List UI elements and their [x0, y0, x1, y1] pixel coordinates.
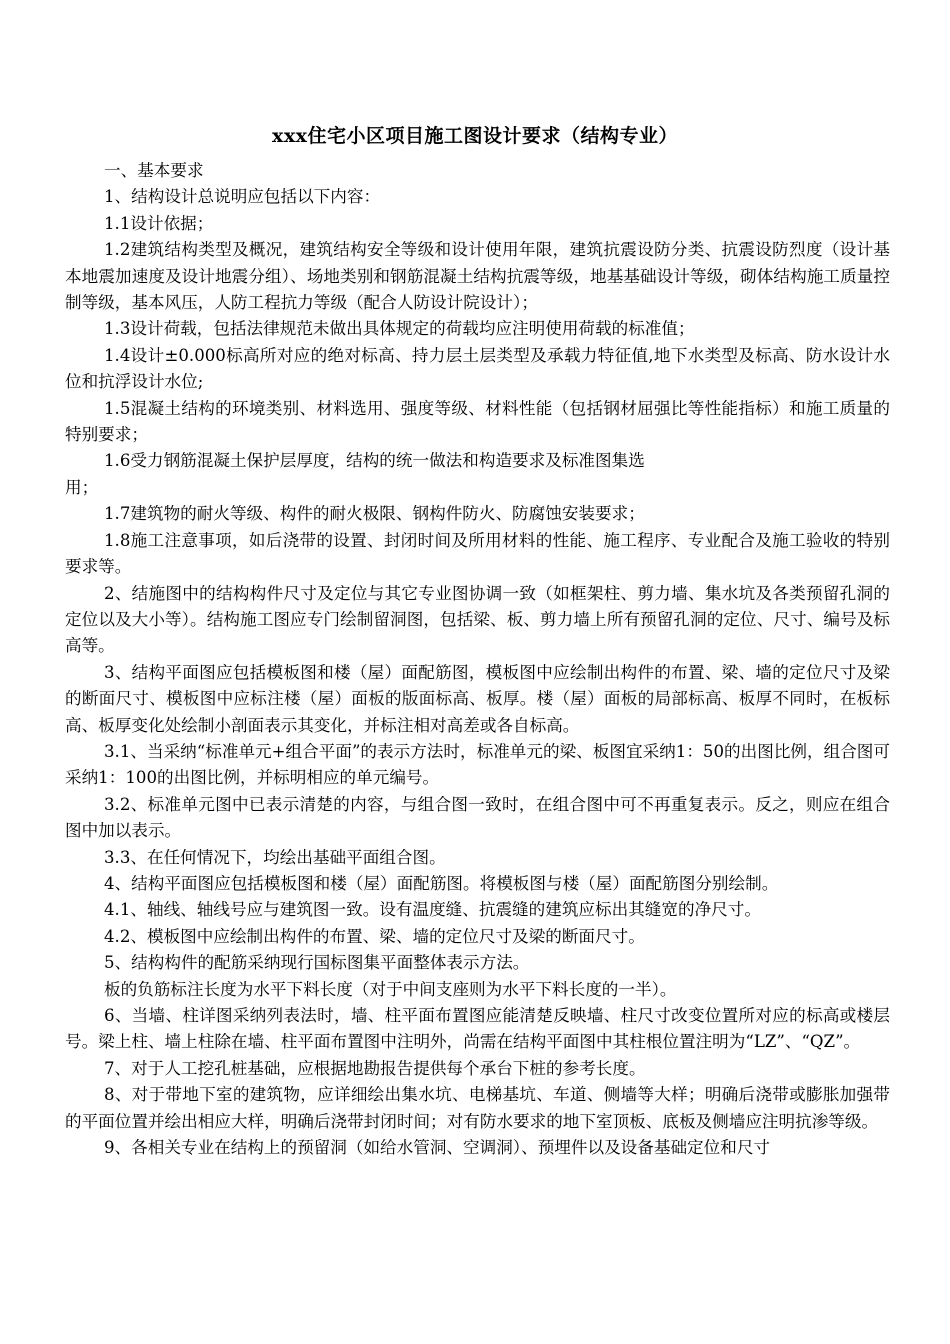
paragraph: 6、当墙、柱详图采纳列表法时，墙、柱平面布置图应能清楚反映墙、柱尺寸改变位置所对应的标高或楼层号。梁上柱、墙上柱除在墙、柱平面布置图中注明外，尚需在结构平面图中其柱根位置注明为“LZ”、“QZ”。	[65, 1006, 890, 1052]
paragraph: 9、各相关专业在结构上的预留洞（如给水管洞、空调洞）、预埋件以及设备基础定位和尺寸	[104, 1138, 771, 1158]
paragraph: 1、结构设计总说明应包括以下内容：	[104, 187, 381, 207]
paragraph: 3.3、在任何情况下，均绘出基础平面组合图。	[104, 847, 446, 867]
paragraph: 3.2、标准单元图中已表示清楚的内容，与组合图一致时，在组合图中可不再重复表示。反之，则应在组合图中加以表示。	[65, 794, 890, 841]
paragraph: 7、对于人工挖孔桩基础，应根据地勘报告提供每个承台下桩的参考长度。	[104, 1058, 646, 1078]
paragraph: 1.3设计荷载，包括法律规范未做出具体规定的荷载均应注明使用荷载的标准值；	[104, 319, 695, 339]
paragraph: 2、结施图中的结构构件尺寸及定位与其它专业图协调一致（如框架柱、剪力墙、集水坑及各类预留孔洞的定位以及大小等）。结构施工图应专门绘制留洞图，包括梁、板、剪力墙上所有预留孔洞的定位、尺寸、编号及标高等。	[65, 583, 890, 656]
paragraph: 1.7建筑物的耐火等级、构件的耐火极限、钢构件防火、防腐蚀安装要求；	[104, 504, 645, 524]
paragraph: 1.1设计依据；	[104, 213, 214, 233]
paragraph: 3、结构平面图应包括模板图和楼（屋）面配筋图，模板图中应绘制出构件的布置、梁、墙的定位尺寸及梁的断面尺寸、模板图中应标注楼（屋）面板的版面标高、板厚。楼（屋）面板的局部标高、板厚不同时，在板标高、板厚变化处绘制小剖面表示其变化，并标注相对高差或各自标高。	[65, 662, 890, 735]
paragraph: 5、结构构件的配筋采纳现行国标图集平面整体表示方法。	[104, 953, 530, 973]
paragraph: 4.1、轴线、轴线号应与建筑图一致。设有温度缝、抗震缝的建筑应标出其缝宽的净尺寸。	[104, 900, 761, 920]
paragraph: 1.8施工注意事项，如后浇带的设置、封闭时间及所用材料的性能、施工程序、专业配合及施工验收的特别要求等。	[65, 530, 890, 577]
paragraph: 3.1、当采纳“标准单元+组合平面”的表示方法时，标准单元的梁、板图宜采纳1：50的出图比例，组合图可采纳1：100的出图比例，并标明相应的单元编号。	[65, 741, 890, 788]
paragraph: 1.6受力钢筋混凝土保护层厚度，结构的统一做法和构造要求及标准图集选	[104, 451, 645, 471]
paragraph: 4.2、模板图中应绘制出构件的布置、梁、墙的定位尺寸及梁的断面尺寸。	[104, 926, 645, 946]
paragraph: 1.2建筑结构类型及概况，建筑结构安全等级和设计使用年限，建筑抗震设防分类、抗震设防烈度（设计基本地震加速度及设计地震分组）、场地类别和钢筋混凝土结构抗震等级，地基基础设计等级，砌体结构施工质量控制等级，基本风压，人防工程抗力等级（配合人防设计院设计）；	[65, 240, 890, 313]
paragraph: 1.5混凝土结构的环境类别、材料选用、强度等级、材料性能（包括钢材屈强比等性能指标）和施工质量的特别要求；	[65, 398, 890, 445]
paragraph: 4、结构平面图应包括模板图和楼（屋）面配筋图。将模板图与楼（屋）面配筋图分别绘制。	[104, 873, 779, 893]
paragraph: 一、基本要求	[104, 161, 204, 180]
paragraph: 8、对于带地下室的建筑物，应详细绘出集水坑、电梯基坑、车道、侧墙等大样；明确后浇带或膨胀加强带的平面位置并绘出相应大样，明确后浇带封闭时间；对有防水要求的地下室顶板、底板及侧墙应注明抗渗等级。	[65, 1085, 890, 1131]
paragraph: 用；	[65, 477, 99, 497]
paragraph: 板的负筋标注长度为水平下料长度（对于中间支座则为水平下料长度的一半）。	[104, 979, 677, 999]
document-body	[65, 158, 890, 1161]
paragraph: 1.4设计±0.000标高所对应的绝对标高、持力层土层类型及承载力特征值,地下水类型及标高、防水设计水位和抗浮设计水位;	[65, 345, 890, 392]
document-title: xxx住宅小区项目施工图设计要求（结构专业）	[272, 125, 678, 147]
